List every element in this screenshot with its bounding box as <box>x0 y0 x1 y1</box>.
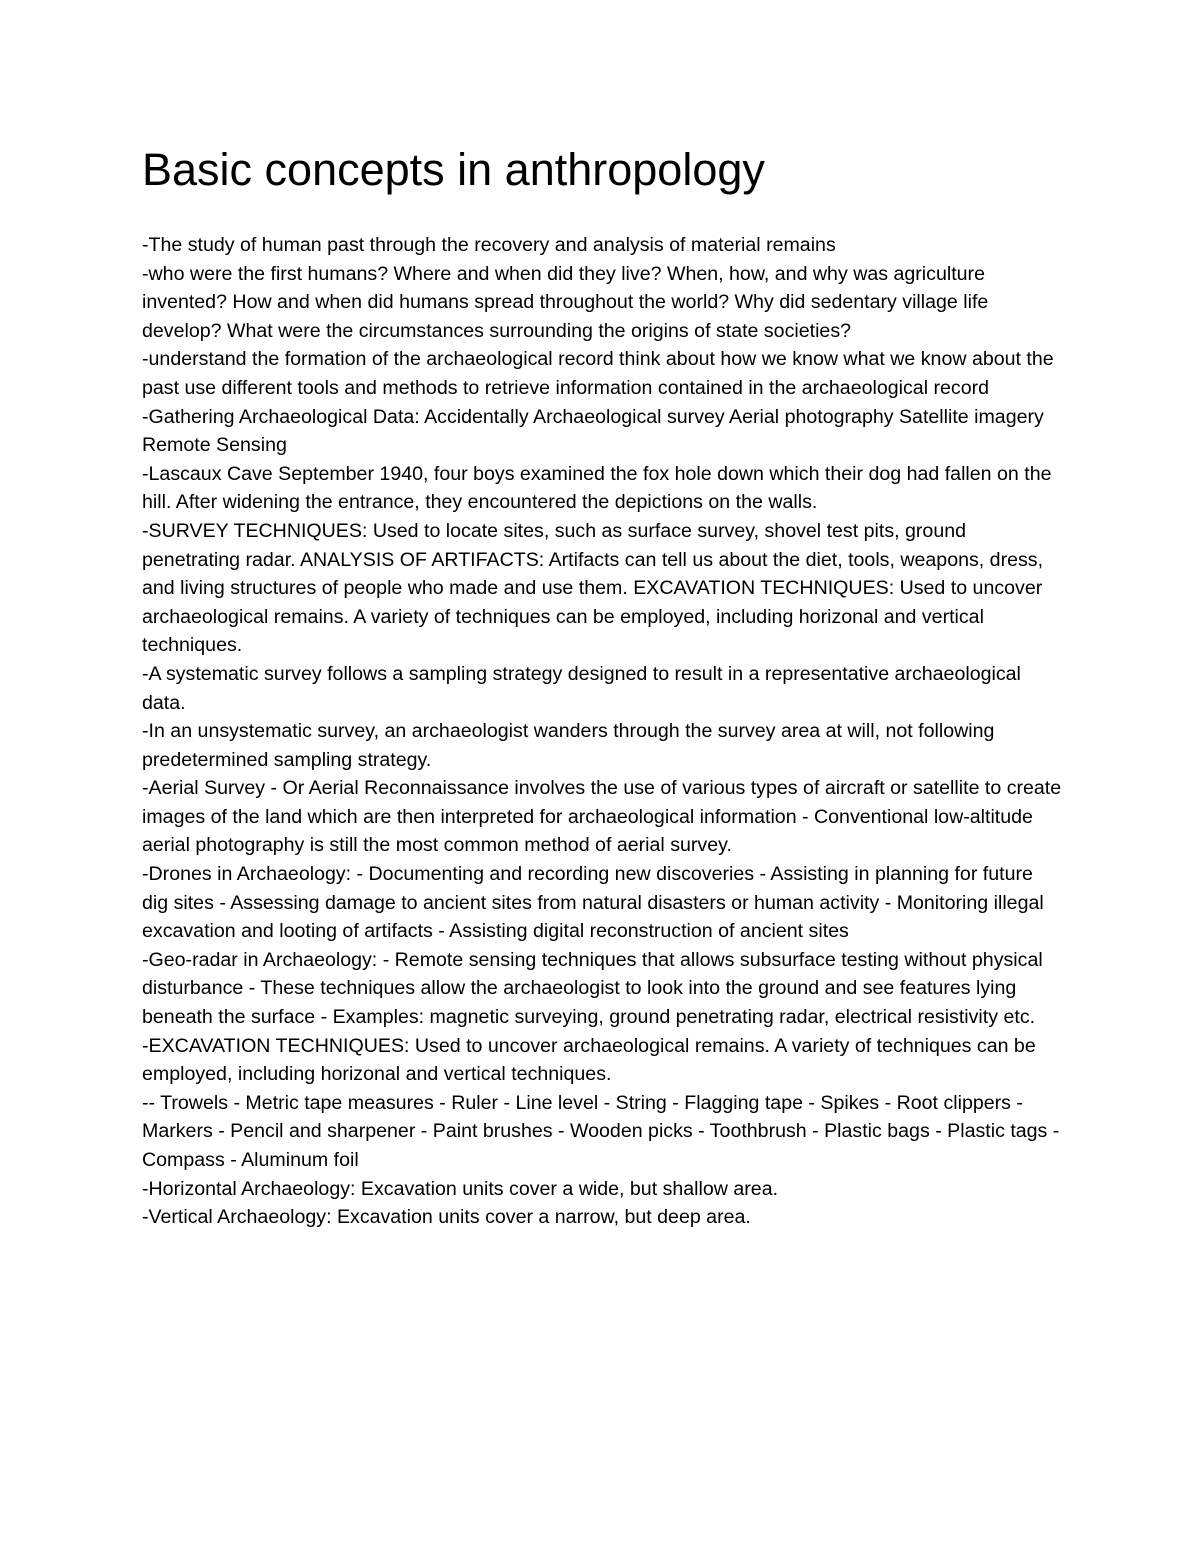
paragraph-questions: -who were the first humans? Where and when did they live? When, how, and why was agriculture invented? How and when did humans spread throughout the world? Why did sedentary village life develop? What were the circumstances surrounding the origins of state societies? <box>142 262 989 342</box>
paragraph-horizontal-archaeology: -Horizontal Archaeology: Excavation units cover a wide, but shallow area. <box>142 1177 779 1200</box>
paragraph-unsystematic-survey: -In an unsystematic survey, an archaeologist wanders through the survey area at will, not following predetermined sampling strategy. <box>142 720 995 771</box>
paragraph-definition: -The study of human past through the recovery and analysis of material remains <box>142 234 836 256</box>
paragraph-systematic-survey: -A systematic survey follows a sampling strategy designed to result in a representative archaeological data. <box>142 662 1021 714</box>
paragraph-gathering-data: -Gathering Archaeological Data: Accidentally Archaeological survey Aerial photography Satellite imagery Remote Sensing <box>142 405 1044 457</box>
paragraph-geo-radar: -Geo-radar in Archaeology: - Remote sensing techniques that allows subsurface testing without physical disturbance - These techniques allow the archaeologist to look into the ground and see features lying beneath the surface - Examples: magnetic surveying, ground penetrating radar, electrical resistivity etc. <box>142 948 1043 1029</box>
paragraph-excavation-techniques: -EXCAVATION TECHNIQUES: Used to uncover archaeological remains. A variety of techniques can be employed, including horizonal and vertical techniques. <box>142 1034 1036 1086</box>
paragraph-tools-list: -- Trowels - Metric tape measures - Ruler - Line level - String - Flagging tape - Spikes - Root clippers - Markers - Pencil and sharpener - Paint brushes - Wooden picks - Toothbrush - Plastic bags - Plastic tags - Compass - Aluminum foil <box>142 1091 1060 1171</box>
paragraph-vertical-archaeology: -Vertical Archaeology: Excavation units cover a narrow, but deep area. <box>142 1206 751 1229</box>
document-body <box>142 231 1062 1232</box>
paragraph-drones: -Drones in Archaeology: - Documenting and recording new discoveries - Assisting in planning for future dig sites - Assessing damage to ancient sites from natural disasters or human activity - Monitoring illegal excavation and looting of artifacts - Assisting digital reconstruction of ancient sites <box>142 863 1044 943</box>
paragraph-lascaux-cave: -Lascaux Cave September 1940, four boys examined the fox hole down which their dog had fallen on the hill. After widening the entrance, they encountered the depictions on the walls. <box>142 462 1052 514</box>
paragraph-archaeological-record: -understand the formation of the archaeological record think about how we know what we know about the past use different tools and methods to retrieve information contained in the archaeological record <box>142 348 1054 399</box>
paragraph-survey-techniques: -SURVEY TECHNIQUES: Used to locate sites, such as surface survey, shovel test pits, ground penetrating radar. ANALYSIS OF ARTIFACTS: Artifacts can tell us about the diet, tools, weapons, dress, and living structures of people who made and use them. EXCAVATION TECHNIQUES: Used to uncover archaeological remains. A variety of techniques can be employed, including horizonal and vertical techniques. <box>142 519 1044 657</box>
document-title: Basic concepts in anthropology <box>142 144 765 195</box>
paragraph-aerial-survey: -Aerial Survey - Or Aerial Reconnaissance involves the use of various types of aircraft or satellite to create images of the land which are then interpreted for archaeological information - Conventional low-altitude aerial photography is still the most common method of aerial survey. <box>142 777 1062 857</box>
